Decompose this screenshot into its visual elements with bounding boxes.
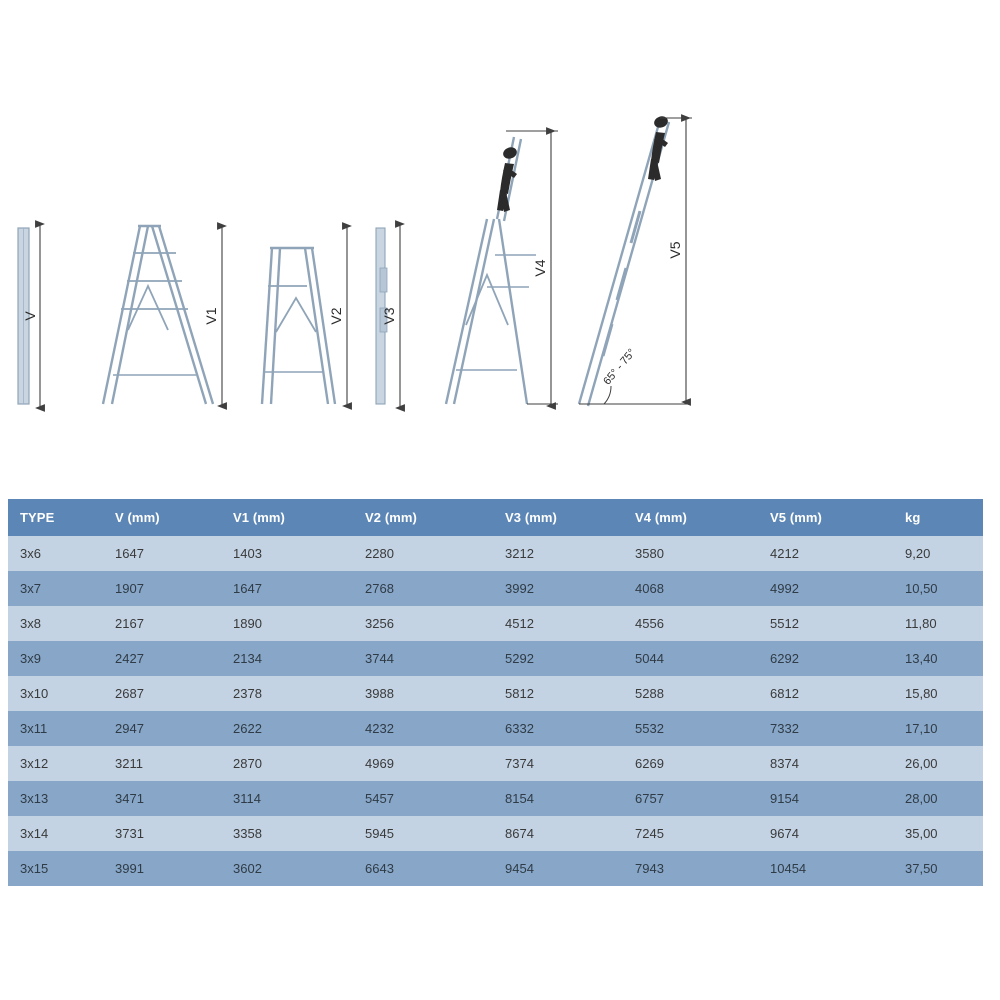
dimension-label-V1: V1 (203, 307, 219, 325)
table-cell: 9454 (493, 851, 623, 886)
table-cell: 3602 (221, 851, 353, 886)
table-cell: 3x11 (8, 711, 103, 746)
table-cell: 2167 (103, 606, 221, 641)
table-row (8, 816, 983, 851)
table-cell: 3471 (103, 781, 221, 816)
figure-step-ladder-v1 (103, 226, 222, 406)
table-cell: 17,10 (893, 711, 983, 746)
table-cell: 1647 (103, 536, 221, 571)
column-header-type: TYPE (8, 499, 103, 536)
table-cell: 8674 (493, 816, 623, 851)
table-cell: 3x10 (8, 676, 103, 711)
table-cell: 4512 (493, 606, 623, 641)
table-cell: 3992 (493, 571, 623, 606)
figure-extended-ladder-v4 (446, 131, 558, 406)
figure-step-ladder-v2 (262, 226, 347, 406)
table-cell: 2947 (103, 711, 221, 746)
table-cell: 2427 (103, 641, 221, 676)
table-cell: 6292 (758, 641, 893, 676)
table-cell: 10454 (758, 851, 893, 886)
table-cell: 4969 (353, 746, 493, 781)
dimension-label-V5: V5 (667, 241, 683, 259)
table-cell: 3988 (353, 676, 493, 711)
table-cell: 3114 (221, 781, 353, 816)
table-cell: 5945 (353, 816, 493, 851)
table-cell: 6812 (758, 676, 893, 711)
table-cell: 8374 (758, 746, 893, 781)
table-row (8, 746, 983, 781)
table-cell: 35,00 (893, 816, 983, 851)
table-row (8, 641, 983, 676)
table-cell: 5292 (493, 641, 623, 676)
table-row (8, 536, 983, 571)
table-cell: 5512 (758, 606, 893, 641)
table-cell: 6332 (493, 711, 623, 746)
table-cell: 6757 (623, 781, 758, 816)
dimension-label-V3: V3 (381, 307, 397, 325)
specification-table-wrap (8, 499, 983, 886)
table-row (8, 851, 983, 886)
table-cell: 4068 (623, 571, 758, 606)
table-cell: 26,00 (893, 746, 983, 781)
table-cell: 4232 (353, 711, 493, 746)
table-cell: 3256 (353, 606, 493, 641)
table-cell: 3x14 (8, 816, 103, 851)
table-cell: 3212 (493, 536, 623, 571)
table-cell: 3358 (221, 816, 353, 851)
table-cell: 9,20 (893, 536, 983, 571)
table-cell: 4212 (758, 536, 893, 571)
column-header-v4: V4 (mm) (623, 499, 758, 536)
table-cell: 7943 (623, 851, 758, 886)
table-cell: 1403 (221, 536, 353, 571)
table-cell: 15,80 (893, 676, 983, 711)
table-cell: 1890 (221, 606, 353, 641)
table-cell: 2134 (221, 641, 353, 676)
table-cell: 3x6 (8, 536, 103, 571)
column-header-v1: V1 (mm) (221, 499, 353, 536)
table-cell: 2687 (103, 676, 221, 711)
column-header-v3: V3 (mm) (493, 499, 623, 536)
table-cell: 3x7 (8, 571, 103, 606)
table-cell: 3x8 (8, 606, 103, 641)
dimension-label-V: V (22, 311, 38, 321)
table-cell: 2280 (353, 536, 493, 571)
person-icon (497, 145, 518, 212)
ladder-dimension-diagram (0, 0, 1000, 480)
column-header-v5: V5 (mm) (758, 499, 893, 536)
table-cell: 11,80 (893, 606, 983, 641)
table-cell: 7332 (758, 711, 893, 746)
table-cell: 2622 (221, 711, 353, 746)
table-row (8, 781, 983, 816)
table-cell: 10,50 (893, 571, 983, 606)
table-row (8, 606, 983, 641)
table-cell: 3x12 (8, 746, 103, 781)
table-cell: 9154 (758, 781, 893, 816)
table-cell: 2768 (353, 571, 493, 606)
table-cell: 37,50 (893, 851, 983, 886)
table-cell: 5044 (623, 641, 758, 676)
table-cell: 3x15 (8, 851, 103, 886)
table-cell: 3744 (353, 641, 493, 676)
table-cell: 7245 (623, 816, 758, 851)
dimension-label-V4: V4 (532, 259, 548, 277)
figure-folded-ladder-v3 (376, 224, 400, 408)
table-cell: 4992 (758, 571, 893, 606)
column-header-kg: kg (893, 499, 983, 536)
table-cell: 5812 (493, 676, 623, 711)
table-cell: 4556 (623, 606, 758, 641)
table-cell: 2870 (221, 746, 353, 781)
specification-table (8, 499, 983, 886)
table-cell: 8154 (493, 781, 623, 816)
table-cell: 3580 (623, 536, 758, 571)
table-cell: 1907 (103, 571, 221, 606)
table-header-row (8, 499, 983, 536)
dimension-label-V2: V2 (328, 307, 344, 325)
table-cell: 5532 (623, 711, 758, 746)
table-cell: 5457 (353, 781, 493, 816)
table-cell: 5288 (623, 676, 758, 711)
table-cell: 28,00 (893, 781, 983, 816)
column-header-v: V (mm) (103, 499, 221, 536)
table-cell: 3x13 (8, 781, 103, 816)
angle-label: 65° - 75° (601, 346, 639, 388)
table-cell: 13,40 (893, 641, 983, 676)
table-row (8, 571, 983, 606)
figure-closed-ladder (18, 224, 40, 408)
column-header-v2: V2 (mm) (353, 499, 493, 536)
table-cell: 7374 (493, 746, 623, 781)
table-cell: 3991 (103, 851, 221, 886)
figure-leaning-ladder-v5 (579, 114, 692, 406)
table-cell: 3731 (103, 816, 221, 851)
table-row (8, 676, 983, 711)
table-cell: 6269 (623, 746, 758, 781)
table-row (8, 711, 983, 746)
table-cell: 3x9 (8, 641, 103, 676)
table-cell: 9674 (758, 816, 893, 851)
table-cell: 6643 (353, 851, 493, 886)
table-cell: 2378 (221, 676, 353, 711)
table-cell: 3211 (103, 746, 221, 781)
table-cell: 1647 (221, 571, 353, 606)
